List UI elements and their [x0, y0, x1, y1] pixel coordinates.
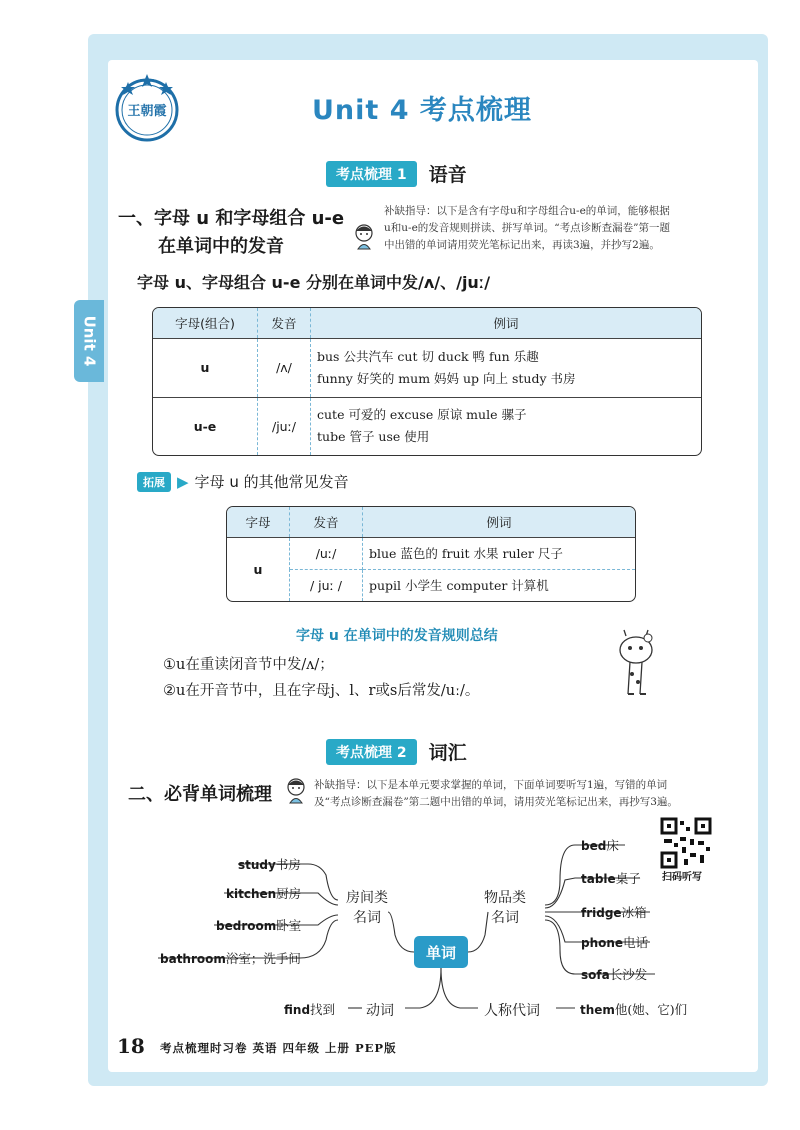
- mindmap-center-node: 单词: [414, 936, 468, 968]
- example-cell: pupil 小学生 computer 计算机: [363, 570, 636, 601]
- qr-label: 扫码听写: [662, 872, 702, 883]
- example-line: funny 好笑的 mum 妈妈 up 向上 study 书房: [317, 370, 576, 386]
- part-1-heading-line-2: 在单词中的发音: [158, 236, 284, 257]
- node-label: 名词: [353, 910, 381, 926]
- page-number: 18: [117, 1034, 145, 1058]
- sound-cell: /juː/: [258, 397, 311, 455]
- table-header: 字母: [227, 507, 290, 538]
- part-1-subheading: 字母 u、字母组合 u-e 分别在单词中发/ʌ/、/juː/: [137, 273, 491, 292]
- pronoun-node: 人称代词: [484, 1003, 540, 1019]
- note-line: u和u-e的发音规则拼读、拼写单词。“考点诊断查漏卷”第一题: [384, 222, 671, 234]
- rule-summary-title: 字母 u 在单词中的发音规则总结: [296, 628, 498, 644]
- word-bed: bed床: [581, 838, 619, 853]
- note-line: 补缺指导：以下是本单元要求掌握的单词，下面单词要听写1遍，写错的单词: [314, 779, 668, 791]
- table-header: 例词: [363, 507, 636, 538]
- letter-cell: u: [227, 538, 290, 602]
- word-bedroom: bedroom卧室: [216, 918, 302, 933]
- extension-text: 字母 u 的其他常见发音: [194, 473, 349, 491]
- word-them: them他(她、它)们: [580, 1002, 688, 1017]
- word-bathroom: bathroom浴室；洗手间: [160, 951, 301, 966]
- sound-cell: /ʌ/: [258, 339, 311, 398]
- unit-side-tab: Unit 4: [74, 300, 104, 382]
- letter-cell: u-e: [153, 397, 258, 455]
- letter-cell: u: [153, 339, 258, 398]
- word-phone: phone电话: [581, 935, 649, 950]
- note-line: 中出错的单词请用荧光笔标记出来，再读3遍，并抄写2遍。: [384, 239, 660, 251]
- section-2-title: 词汇: [428, 742, 467, 764]
- sound-cell: /uː/: [290, 538, 363, 570]
- node-label: 房间类: [346, 890, 388, 906]
- word-study: study书房: [238, 857, 301, 872]
- verb-node: 动词: [366, 1003, 394, 1019]
- logo-text: 王朝霞: [127, 104, 167, 119]
- note-line: 补缺指导：以下是含有字母u和字母组合u-e的单词，能够根据: [384, 205, 670, 217]
- node-label: 物品类: [484, 890, 526, 906]
- extension-tag: 拓展: [137, 472, 171, 492]
- section-1-badge: 考点梳理 1: [326, 161, 417, 187]
- word-table: table桌子: [581, 871, 641, 886]
- node-label: 名词: [491, 910, 519, 926]
- section-1-title: 语音: [428, 164, 467, 186]
- example-line: tube 管子 use 使用: [317, 429, 430, 445]
- connector-line: [388, 912, 414, 952]
- word-find: find找到: [284, 1002, 336, 1017]
- part-2-heading: 二、必背单词梳理: [128, 784, 272, 805]
- section-2-badge: 考点梳理 2: [326, 739, 417, 765]
- connector-line: [441, 968, 478, 1008]
- arrow-right-icon: ▶: [177, 472, 189, 491]
- connector-line: [405, 968, 441, 1008]
- page-title: Unit 4 考点梳理: [312, 95, 532, 126]
- example-line: bus 公共汽车 cut 切 duck 鸭 fun 乐趣: [317, 348, 539, 364]
- note-line: 及“考点诊断查漏卷”第二题中出错的单词，请用荧光笔标记出来，再抄写3遍。: [314, 796, 678, 808]
- part-1-heading-line-1: 一、字母 u 和字母组合 u-e: [118, 208, 345, 229]
- rule-2: ②u在开音节中，且在字母j、l、r或s后常发/uː/。: [163, 683, 480, 699]
- table-header: 发音: [290, 507, 363, 538]
- rule-1: ①u在重读闭音节中发/ʌ/；: [163, 657, 334, 673]
- footer-text: 考点梳理时习卷 英语 四年级 上册 PEP版: [160, 1041, 397, 1055]
- table-header: 例词: [311, 308, 702, 339]
- example-cell: blue 蓝色的 fruit 水果 ruler 尺子: [363, 538, 636, 570]
- word-sofa: sofa长沙发: [581, 967, 648, 982]
- table-header: 字母(组合): [153, 308, 258, 339]
- room-nouns-node: [346, 888, 388, 928]
- word-fridge: fridge冰箱: [581, 905, 647, 920]
- word-kitchen: kitchen厨房: [226, 886, 302, 901]
- sound-cell: / juː /: [290, 570, 363, 601]
- example-line: cute 可爱的 excuse 原谅 mule 骡子: [317, 407, 527, 423]
- table-header: 发音: [258, 308, 311, 339]
- item-nouns-node: [484, 888, 526, 928]
